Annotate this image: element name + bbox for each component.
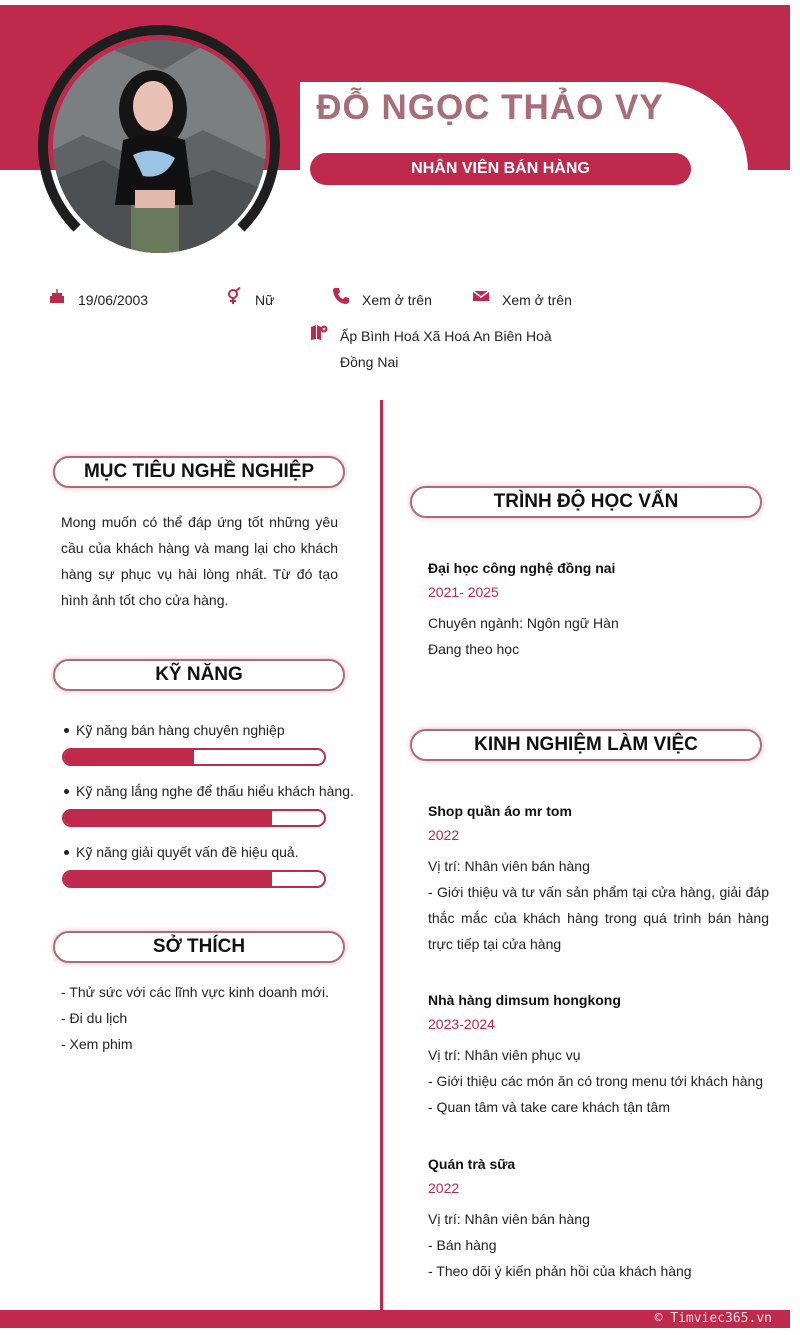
avatar (53, 40, 266, 253)
experience-entry (428, 1152, 769, 1284)
map-pin-icon (310, 323, 328, 341)
skill-item (62, 781, 362, 827)
section-title-hobbies: SỞ THÍCH (53, 931, 345, 963)
education-entry (428, 556, 769, 662)
job-line: - Theo dõi ý kiến phản hồi của khách hàng (428, 1263, 692, 1279)
company-name: Nhà hàng dimsum hongkong (428, 992, 621, 1008)
job-line: Vị trí: Nhân viên bán hàng (428, 858, 590, 874)
profile-photo-icon (53, 40, 266, 253)
school-name: Đại học công nghệ đồng nai (428, 560, 616, 576)
experience-entry (428, 988, 769, 1120)
section-title-objective: MỤC TIÊU NGHỀ NGHIỆP (53, 456, 345, 488)
company-name: Quán trà sữa (428, 1156, 516, 1172)
company-name: Shop quần áo mr tom (428, 803, 572, 819)
address-line-2: Đồng Nai (340, 354, 399, 370)
job-line: - Giới thiệu và tư vấn sản phẩm tại cửa hàng, giải đáp thắc mắc của khách hàng trong quá trình bán hàng trực tiếp tại cửa hàng (428, 884, 769, 952)
email-info (472, 287, 572, 313)
skill-item (62, 842, 362, 888)
hobby-list (61, 979, 361, 1057)
skill-label: Kỹ năng lắng nghe để thấu hiểu khách hàng. (62, 781, 362, 801)
birthday-info (48, 287, 148, 313)
gender-text: Nữ (255, 292, 275, 308)
job-line: Vị trí: Nhân viên phục vụ (428, 1047, 581, 1063)
phone-icon (332, 287, 350, 305)
skill-bar-fill (64, 811, 272, 825)
skill-bar-fill (64, 872, 272, 886)
job-line: Vị trí: Nhân viên bán hàng (428, 1211, 590, 1227)
experience-entry (428, 799, 769, 957)
skill-bar (62, 809, 326, 827)
skill-label: Kỹ năng giải quyết vấn đề hiệu quả. (62, 842, 362, 862)
job-years: 2023-2024 (428, 1016, 495, 1032)
skill-label: Kỹ năng bán hàng chuyên nghiệp (62, 720, 362, 740)
list-item: - Xem phim (61, 1036, 133, 1052)
list-item: - Đi du lịch (61, 1010, 128, 1026)
job-title-badge: NHÂN VIÊN BÁN HÀNG (310, 153, 691, 185)
address-line-1: Ấp Bình Hoá Xã Hoá An Biên Hoà (340, 328, 552, 344)
education-years: 2021- 2025 (428, 584, 499, 600)
section-title-experience: KINH NGHIỆM LÀM VIỆC (410, 729, 762, 761)
phone-text: Xem ở trên (362, 292, 432, 308)
skill-bar (62, 870, 326, 888)
column-divider (380, 400, 383, 1310)
job-years: 2022 (428, 1180, 460, 1196)
section-title-education: TRÌNH ĐỘ HỌC VẤN (410, 486, 762, 518)
education-major: Chuyên ngành: Ngôn ngữ Hàn (428, 615, 619, 631)
list-item: - Thử sức với các lĩnh vực kinh doanh mới. (61, 984, 329, 1000)
address-info (310, 323, 552, 375)
skill-bar (62, 748, 326, 766)
job-years: 2022 (428, 827, 460, 843)
candidate-name: ĐỖ NGỌC THẢO VY (316, 88, 664, 127)
cake-icon (48, 287, 66, 305)
phone-info (332, 287, 432, 313)
job-line: - Giới thiệu các món ăn có trong menu tới khách hàng (428, 1073, 764, 1089)
birthday-text: 19/06/2003 (78, 292, 149, 308)
email-text: Xem ở trên (502, 292, 572, 308)
skill-item (62, 720, 362, 766)
section-title-skills: KỸ NĂNG (53, 659, 345, 691)
gender-info (225, 287, 274, 313)
job-line: - Bán hàng (428, 1237, 497, 1253)
email-icon (472, 287, 490, 305)
footer-watermark[interactable]: © Timviec365.vn (654, 1311, 772, 1326)
skill-bar-fill (64, 750, 194, 764)
gender-icon (225, 287, 243, 305)
education-status: Đang theo học (428, 641, 520, 657)
job-line: - Quan tâm và take care khách tận tâm (428, 1099, 671, 1115)
objective-text: Mong muốn có thể đáp ứng tốt những yêu cầu của khách hàng và mang lại cho khách hàng sự phục vụ hài lòng nhất. Từ đó tạo hình ảnh tốt cho cửa hàng. (61, 514, 338, 608)
